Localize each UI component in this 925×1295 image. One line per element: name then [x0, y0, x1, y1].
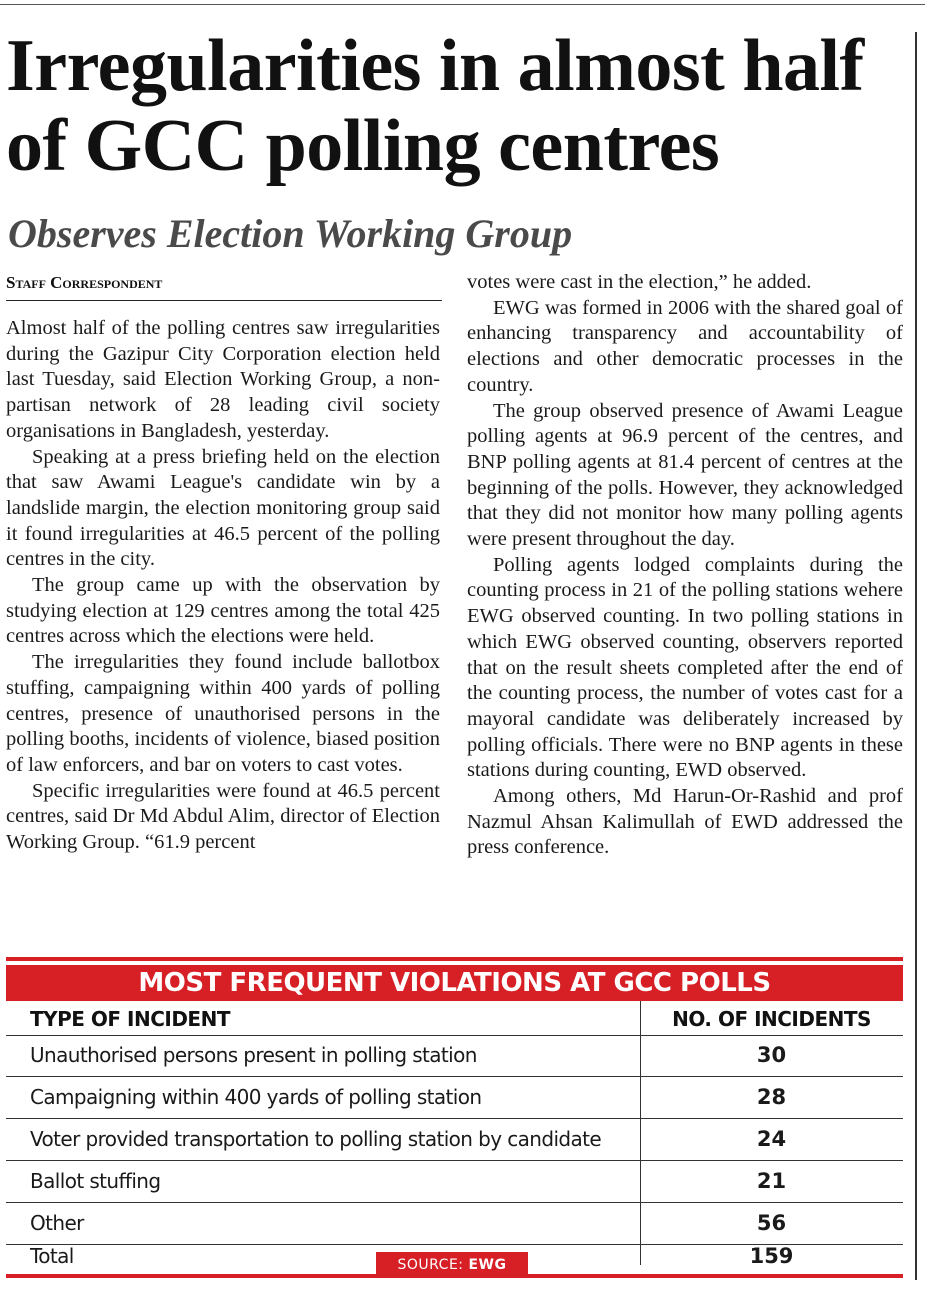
paragraph: Speaking at a press briefing held on the election that saw Awami League's candidate win by a landslide margin, the election monitoring group said it found irregularities at 46.5 percent of the polling centres in the city.	[6, 445, 440, 571]
header-type-of-incident: TYPE OF INCIDENT	[30, 1007, 230, 1031]
article-column-left	[6, 316, 440, 856]
table-row	[6, 1077, 903, 1119]
incident-count: 21	[756, 1169, 787, 1193]
infobox-top-rule	[6, 957, 903, 961]
paragraph: Specific irregularities were found at 46.5 percent centres, said Dr Md Abdul Alim, director of Election Working Group. “61.9 percent	[6, 779, 440, 854]
header-no-of-incidents: NO. OF INCIDENTS	[672, 1007, 871, 1031]
table-row	[6, 1203, 903, 1245]
table-row	[6, 1161, 903, 1203]
incident-count: 30	[756, 1043, 787, 1067]
paragraph: Among others, Md Harun-Or-Rashid and prof Nazmul Ahsan Kalimullah of EWD addressed the press conference.	[467, 785, 903, 859]
incident-type: Unauthorised persons present in polling station	[30, 1043, 477, 1067]
incident-type: Ballot stuffing	[30, 1169, 161, 1193]
source-label: SOURCE:	[397, 1257, 464, 1273]
infobox-title: MOST FREQUENT VIOLATIONS AT GCC POLLS	[6, 965, 903, 1001]
incident-type: Voter provided transportation to polling station by candidate	[30, 1127, 602, 1151]
headline-line-1: Irregularities in almost half	[6, 25, 864, 107]
headline-line-2: of GCC polling centres	[6, 105, 720, 187]
top-rule	[0, 4, 925, 5]
table-row	[6, 1035, 903, 1077]
incident-type: Other	[30, 1211, 84, 1235]
paragraph: Almost half of the polling centres saw irregularities during the Gazipur City Corporation election held last Tuesday, said Election Working Group, a non-partisan network of 28 leading civil society organisations in Bangladesh, yesterday.	[6, 317, 440, 442]
total-label: Total	[30, 1244, 74, 1268]
source-tag	[376, 1252, 528, 1278]
table-row	[6, 1119, 903, 1161]
table-header-row	[6, 1001, 903, 1036]
paragraph: EWG was formed in 2006 with the shared goal of enhancing transparency and accountability of elections and other democratic processes in the country.	[467, 296, 903, 396]
headline	[6, 26, 911, 186]
incident-count: 56	[756, 1211, 787, 1235]
paragraph: The group observed presence of Awami League polling agents at 96.9 percent of the centres, and BNP polling agents at 81.4 percent of centres at the beginning of the polls. However, they acknowledged that they did not monitor how many polling agents were present throughout the day.	[467, 399, 903, 551]
article-column-right	[467, 270, 903, 861]
byline-rule	[6, 300, 442, 301]
paragraph: The irregularities they found include ballotbox stuffing, campaigning within 400 yards of polling centres, presence of unauthorised persons in the polling booths, incidents of violence, biased position of law enforcers, and bar on voters to cast votes.	[6, 651, 440, 776]
violations-table	[6, 1001, 903, 1283]
paragraph: Polling agents lodged complaints during the counting process in 21 of the polling stations wehere EWG observed counting. In two polling stations in which EWG observed counting, observers reported that on the result sheets completed after the end of the counting process, the number of votes cast for a mayoral candidate was deliberately increased by polling officials. There were no BNP agents in these stations during counting, EWD observed.	[467, 553, 903, 782]
paragraph: votes were cast in the election,” he added.	[467, 271, 812, 293]
source-name: EWG	[468, 1257, 507, 1273]
total-count: 159	[749, 1244, 794, 1268]
byline: Staff Correspondent	[6, 273, 163, 292]
paragraph: The group came up with the observation by studying election at 129 centres among the total 425 centres across which the elections were held.	[6, 574, 440, 648]
column-rule	[915, 32, 917, 1280]
incident-count: 24	[756, 1127, 787, 1151]
subheadline: Observes Election Working Group	[8, 211, 573, 256]
incident-type: Campaigning within 400 yards of polling station	[30, 1085, 482, 1109]
incident-count: 28	[756, 1085, 787, 1109]
